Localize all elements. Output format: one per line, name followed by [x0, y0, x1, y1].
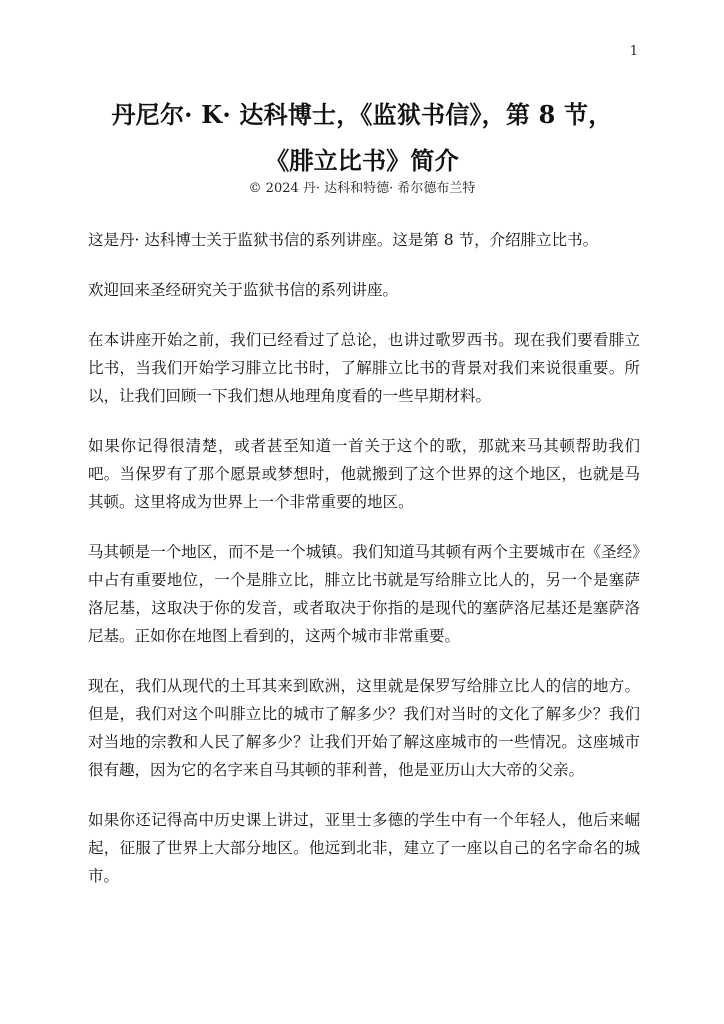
document-title-line-2: 《腓立比书》简介	[265, 146, 459, 175]
paragraph: 如果你还记得高中历史课上讲过，亚里士多德的学生中有一个年轻人，他后来崛起，征服了世界上大部分地区。他远到北非，建立了一座以自己的名字命名的城市。	[88, 811, 640, 885]
copyright-notice: © 2024 丹· 达科和特德· 希尔德布兰特	[248, 181, 476, 196]
document-title-line-1: 丹尼尔· K· 达科博士，《监狱书信》，第 8 节，	[111, 100, 613, 129]
page-number: 1	[629, 44, 638, 59]
paragraph: 现在，我们从现代的土耳其来到欧洲，这里就是保罗写给腓立比人的信的地方。但是，我们对这个叫腓立比的城市了解多少？我们对当时的文化了解多少？我们对当地的宗教和人民了解多少？让我们开始了解这座城市的一些情况。这座城市很有趣，因为它的名字来自马其顿的菲利普，他是亚历山大大帝的父亲。	[88, 677, 640, 779]
paragraph: 如果你记得很清楚，或者甚至知道一首关于这个的歌，那就来马其顿帮助我们吧。当保罗有了那个愿景或梦想时，他就搬到了这个世界的这个地区，也就是马其顿。这里将成为世界上一个非常重要的地区。	[88, 437, 640, 511]
paragraph: 马其顿是一个地区，而不是一个城镇。我们知道马其顿有两个主要城市在《圣经》中占有重要地位，一个是腓立比，腓立比书就是写给腓立比人的，另一个是塞萨洛尼基，这取决于你的发音，或者取决于你指的是现代的塞萨洛尼基还是塞萨洛尼基。正如你在地图上看到的，这两个城市非常重要。	[88, 543, 640, 645]
paragraph: 这是丹· 达科博士关于监狱书信的系列讲座。这是第 8 节，介绍腓立比书。	[88, 231, 599, 249]
paragraph: 欢迎回来圣经研究关于监狱书信的系列讲座。	[88, 281, 399, 299]
paragraph: 在本讲座开始之前，我们已经看过了总论，也讲过歌罗西书。现在我们要看腓立比书，当我们开始学习腓立比书时，了解腓立比书的背景对我们来说很重要。所以，让我们回顾一下我们想从地理角度看的一些早期材料。	[88, 331, 640, 405]
document-body	[88, 226, 640, 912]
